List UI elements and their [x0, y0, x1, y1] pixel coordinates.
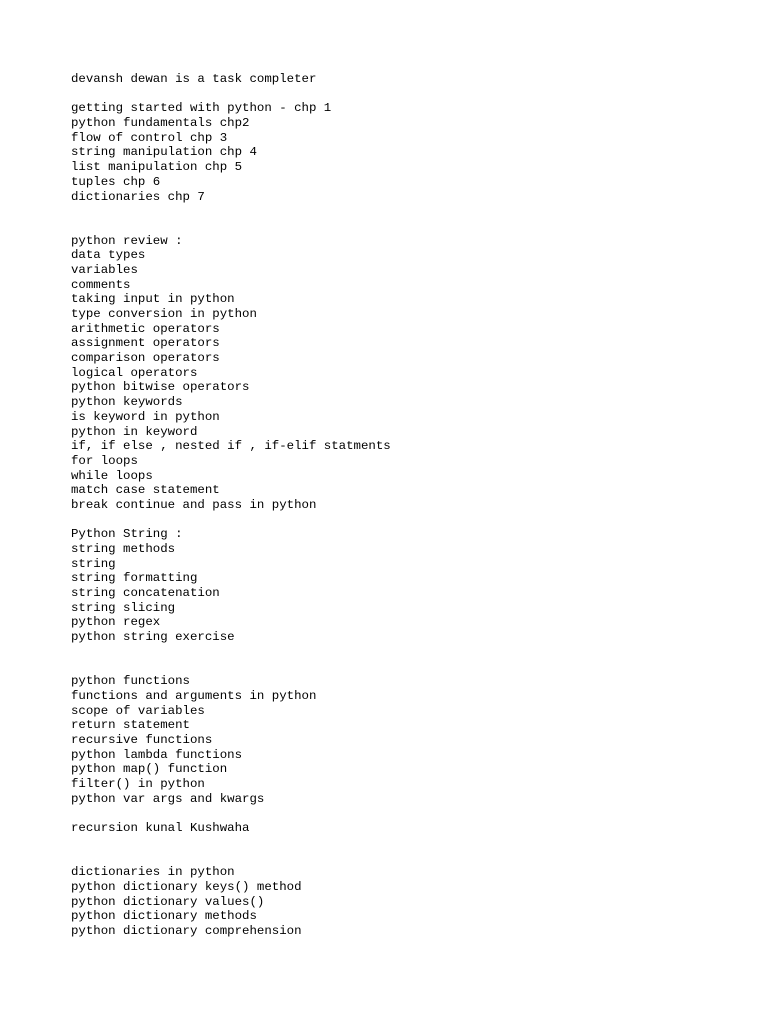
text-line: while loops	[71, 468, 153, 483]
text-line: python lambda functions	[71, 747, 243, 762]
text-line: tuples chp 6	[71, 174, 161, 189]
text-line: filter() in python	[71, 777, 205, 791]
text-line: recursive functions	[71, 732, 213, 747]
text-line: python var args and kwargs	[71, 791, 265, 806]
blank-line	[71, 204, 391, 219]
text-line: python review :	[71, 233, 183, 248]
text-line: break continue and pass in python	[71, 497, 317, 512]
text-line: devansh dewan is a task completer	[71, 72, 317, 86]
text-line: dictionaries chp 7	[71, 189, 205, 204]
text-line: scope of variables	[71, 703, 205, 718]
text-line: python fundamentals chp2	[71, 116, 250, 131]
text-line: string	[71, 556, 116, 571]
text-line: python string exercise	[71, 630, 235, 645]
text-line: for loops	[71, 453, 138, 468]
text-line: string slicing	[71, 600, 176, 615]
text-line: functions and arguments in python	[71, 688, 317, 703]
text-line: data types	[71, 248, 146, 263]
text-line: dictionaries in python	[71, 865, 235, 880]
text-line: python dictionary methods	[71, 909, 257, 924]
text-line: string concatenation	[71, 586, 220, 601]
text-line: string manipulation chp 4	[71, 145, 257, 160]
text-line: python in keyword	[71, 424, 198, 439]
text-line: python bitwise operators	[71, 380, 250, 395]
text-line: recursion kunal Kushwaha	[71, 821, 250, 836]
text-line: string formatting	[71, 571, 198, 586]
text-line: string methods	[71, 542, 176, 556]
text-line: variables	[71, 262, 138, 277]
text-line: comments	[71, 277, 131, 292]
text-line: python dictionary comprehension	[71, 923, 302, 938]
document-text	[71, 72, 391, 939]
text-line: python dictionary keys() method	[71, 879, 302, 894]
text-line: python regex	[71, 615, 161, 630]
text-line: list manipulation chp 5	[71, 160, 243, 175]
text-line: Python String :	[71, 527, 183, 542]
blank-line	[71, 513, 391, 528]
blank-line	[71, 660, 391, 675]
text-line: python map() function	[71, 762, 228, 777]
text-line: python dictionary values()	[71, 894, 265, 909]
text-line: assignment operators	[71, 336, 220, 351]
blank-line	[71, 806, 391, 821]
blank-line	[71, 645, 391, 660]
text-line: python functions	[71, 674, 190, 689]
blank-line	[71, 850, 391, 865]
text-line: return statement	[71, 718, 190, 733]
text-line: python keywords	[71, 395, 183, 410]
text-line: is keyword in python	[71, 409, 220, 424]
text-line: taking input in python	[71, 292, 235, 307]
text-line: flow of control chp 3	[71, 130, 228, 145]
text-line: if, if else , nested if , if-elif statments	[71, 439, 391, 454]
blank-line	[71, 87, 391, 102]
text-line: getting started with python - chp 1	[71, 101, 332, 116]
blank-line	[71, 219, 391, 234]
text-line: comparison operators	[71, 351, 220, 366]
text-line: match case statement	[71, 483, 220, 498]
blank-line	[71, 836, 391, 851]
text-line: arithmetic operators	[71, 321, 220, 336]
text-line: type conversion in python	[71, 307, 257, 321]
text-line: logical operators	[71, 365, 198, 380]
